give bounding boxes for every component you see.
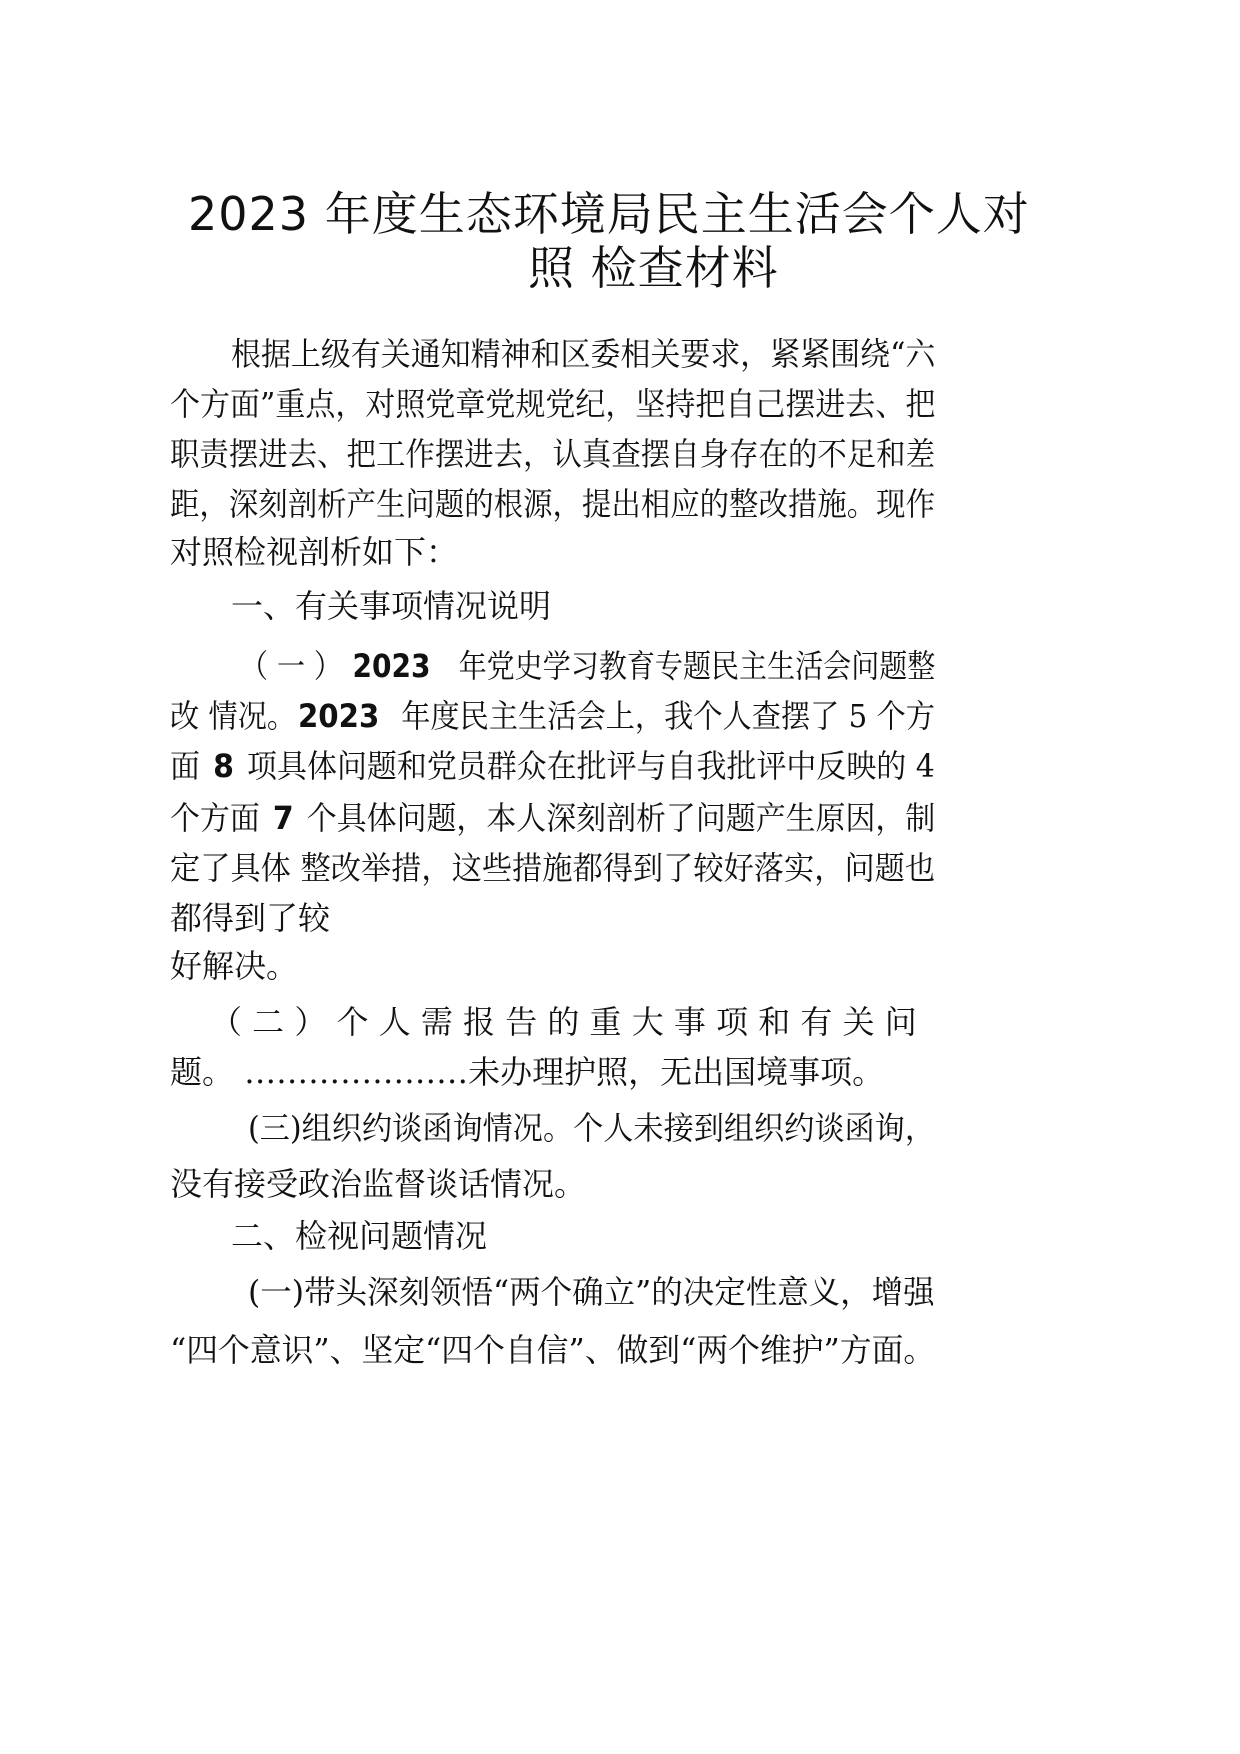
s1-p1-l4-rest: 个具体问题，本人深刻剖析了问题产生原因，制 [306, 799, 936, 837]
s1-p1-line-4 [170, 798, 935, 838]
document-title-line-1: 2023 年度生态环境局民主生活会个人对 [188, 187, 1030, 241]
s1-p1-l2-a: 改 情况。 [170, 697, 297, 735]
s2-p1-line-2: “四个意识”、坚定“四个自信”、做到“两个维护”方面。 [170, 1331, 936, 1369]
s1-p1-l4-num: 7 [272, 799, 294, 837]
s1-p1-year: 2023 [352, 647, 431, 685]
s1-p3-line-1: (三)组织约谈函询情况。个人未接到组织约谈函询， [248, 1109, 935, 1147]
s2-p1-line-1: (一)带头深刻领悟“两个确立”的决定性意义，增强 [248, 1273, 935, 1311]
s1-p1-line-5: 定了具体 整改举措，这些措施都得到了较好落实，问题也 [170, 849, 936, 887]
s1-p2-line-1: （ 二 ） 个 人 需 报 告 的 重 大 事 项 和 有 关 问 [210, 1003, 917, 1041]
s1-p1-line-7: 好解决。 [170, 947, 299, 985]
intro-line-3: 职责摆进去、把工作摆进去，认真查摆自身存在的不足和差 [170, 435, 936, 473]
s1-p1-prefix: （ 一 ） [240, 647, 342, 685]
s1-p2-line-2: 题。 …………………未办理护照，无出国境事项。 [170, 1053, 885, 1091]
s1-p3-line-2: 没有接受政治监督谈话情况。 [170, 1165, 587, 1203]
s1-p1-l3-num: 8 [213, 747, 234, 785]
section-1-heading: 一、有关事项情况说明 [231, 587, 552, 625]
s1-p1-l2-year: 2023 [297, 697, 380, 735]
s1-p1-l3-a: 面 [170, 747, 200, 785]
s1-p1-l2-rest: 年度民主生活会上，我个人查摆了 5 个方 [401, 697, 935, 735]
s1-p1-line-6: 都得到了较 [170, 899, 331, 937]
document-title-line-2: 照 检查材料 [528, 241, 779, 295]
intro-line-4: 距，深刻剖析产生问题的根源，提出相应的整改措施。现作 [170, 485, 936, 523]
section-2-heading: 二、检视问题情况 [231, 1217, 488, 1255]
s1-p1-line-1 [240, 646, 935, 686]
intro-line-1: 根据上级有关通知精神和区委相关要求，紧紧围绕“六 [231, 335, 936, 373]
intro-line-2: 个方面”重点，对照党章党规党纪，坚持把自己摆进去、把 [170, 385, 936, 423]
s1-p1-l3-rest: 项具体问题和党员群众在批评与自我批评中反映的 4 [247, 747, 935, 785]
s1-p1-line-2 [170, 696, 935, 736]
s1-p1-rest: 年党史学习教育专题民主生活会问题整 [458, 647, 936, 685]
intro-line-5: 对照检视剖析如下： [170, 533, 459, 571]
s1-p1-line-3 [170, 746, 935, 786]
s1-p1-l4-a: 个方面 [170, 799, 260, 837]
